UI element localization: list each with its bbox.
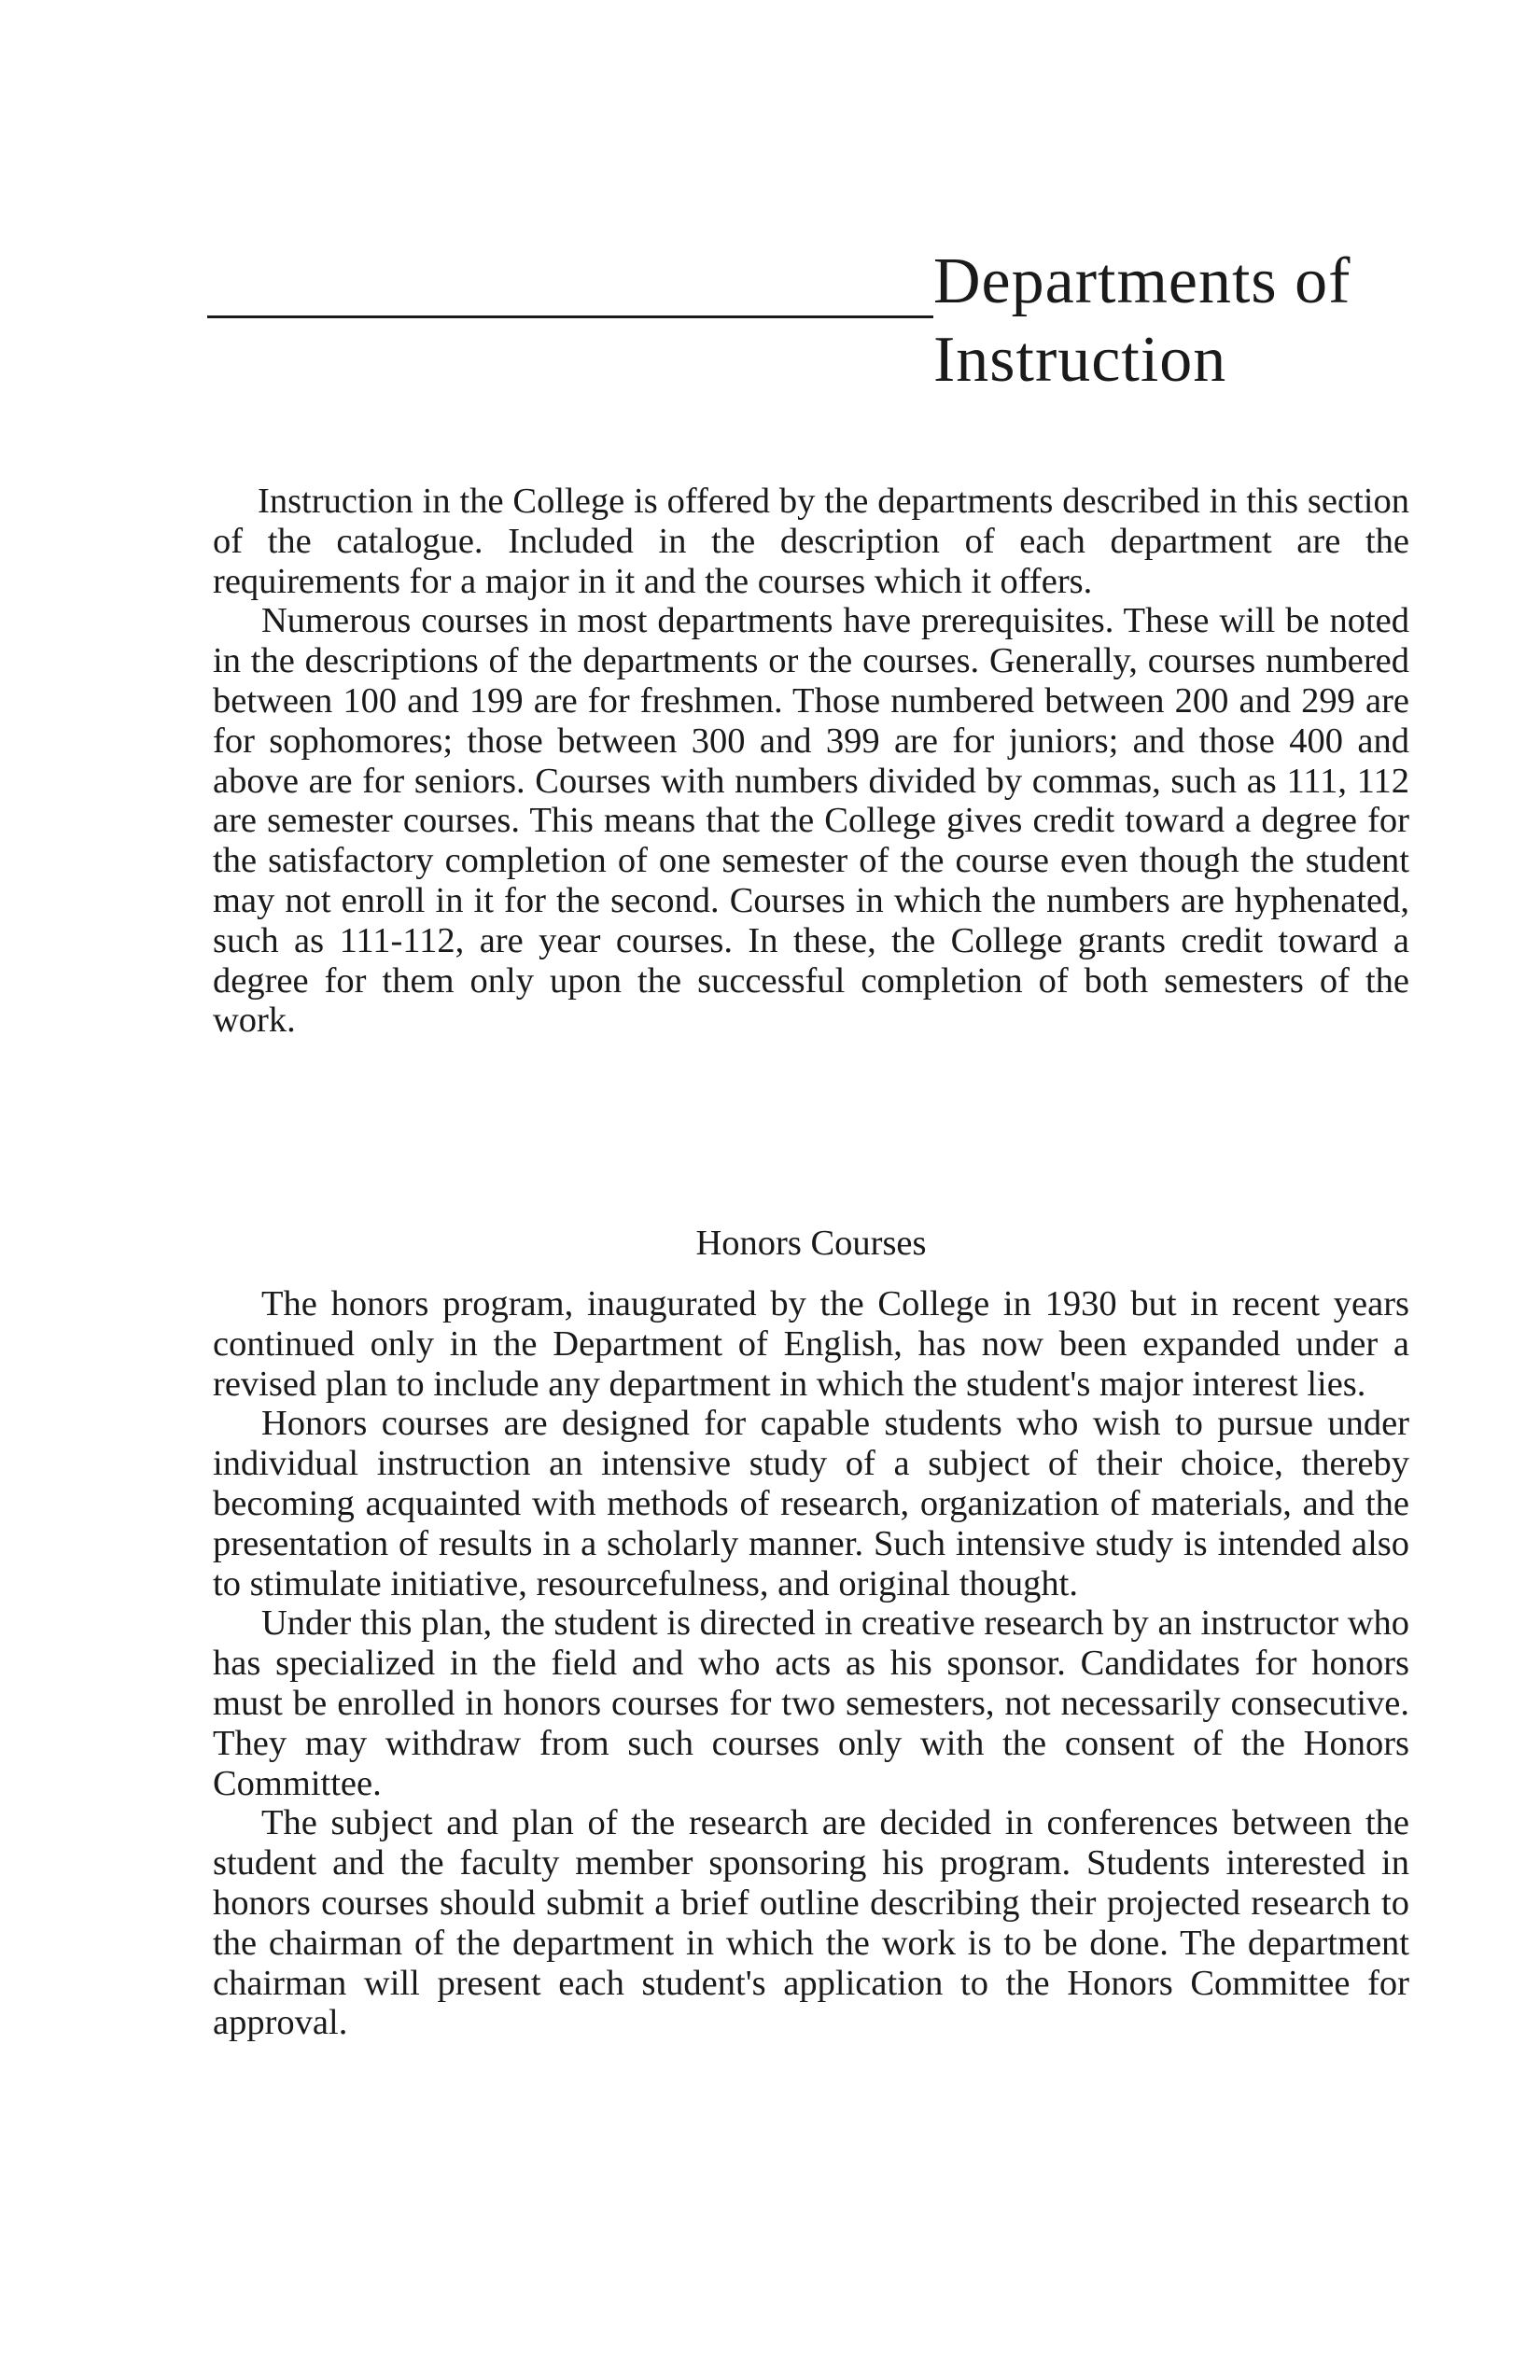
chapter-title-line-1: Departments of	[933, 245, 1351, 317]
intro-paragraph: Numerous courses in most departments have prerequisites. These will be noted in the descriptions of the departments or the courses. Generally, courses numbered between 100 and 199 are for freshmen. Those numbered between 200 and 299 are for sophomores; those between 300 and 399 are for juniors; and those 400 and above are for seniors. Courses with numbers divided by commas, such as 111, 112 are semester courses. This means that the College gives credit toward a degree for the satisfactory completion of one semester of the course even though the student may not enroll in it for the second. Courses in which the numbers are hyphenated, such as 111-112, are year courses. In these, the College grants credit toward a degree for them only upon the successful completion of both semesters of the work.	[213, 601, 1409, 1041]
honors-paragraph: The subject and plan of the research are decided in conferences between the student and the faculty member sponsoring his program. Students interested in honors courses should submit a brief outline describing their projected research to the chairman of the department in which the work is to be done. The department chairman will present each student's application to the Honors Committee for approval.	[213, 1803, 1409, 2043]
honors-section	[213, 1284, 1409, 2043]
intro-section	[213, 482, 1409, 1041]
heading-rule	[207, 315, 933, 318]
intro-paragraph: Instruction in the College is offered by the departments described in this section of the catalogue. Included in the description of each department are the requirements for a major in it and the courses which it offers.	[213, 482, 1409, 601]
honors-paragraph: Honors courses are designed for capable students who wish to pursue under individual instruction an intensive study of a subject of their choice, thereby becoming acquainted with methods of research, organization of materials, and the presentation of results in a scholarly manner. Such intensive study is intended also to stimulate initiative, resourcefulness, and original thought.	[213, 1404, 1409, 1603]
honors-section-title: Honors Courses	[695, 1224, 927, 1263]
honors-paragraph: The honors program, inaugurated by the College in 1930 but in recent years continued only in the Department of English, has now been expanded under a revised plan to include any department in which the student's major interest lies.	[213, 1284, 1409, 1404]
chapter-heading	[207, 245, 1439, 403]
chapter-title-line-2: Instruction	[933, 324, 1227, 396]
honors-paragraph: Under this plan, the student is directed in creative research by an instructor who has specialized in the field and who acts as his sponsor. Candidates for honors must be enrolled in honors courses for two semesters, not necessarily consecutive. They may withdraw from such courses only with the consent of the Honors Committee.	[213, 1603, 1409, 1803]
